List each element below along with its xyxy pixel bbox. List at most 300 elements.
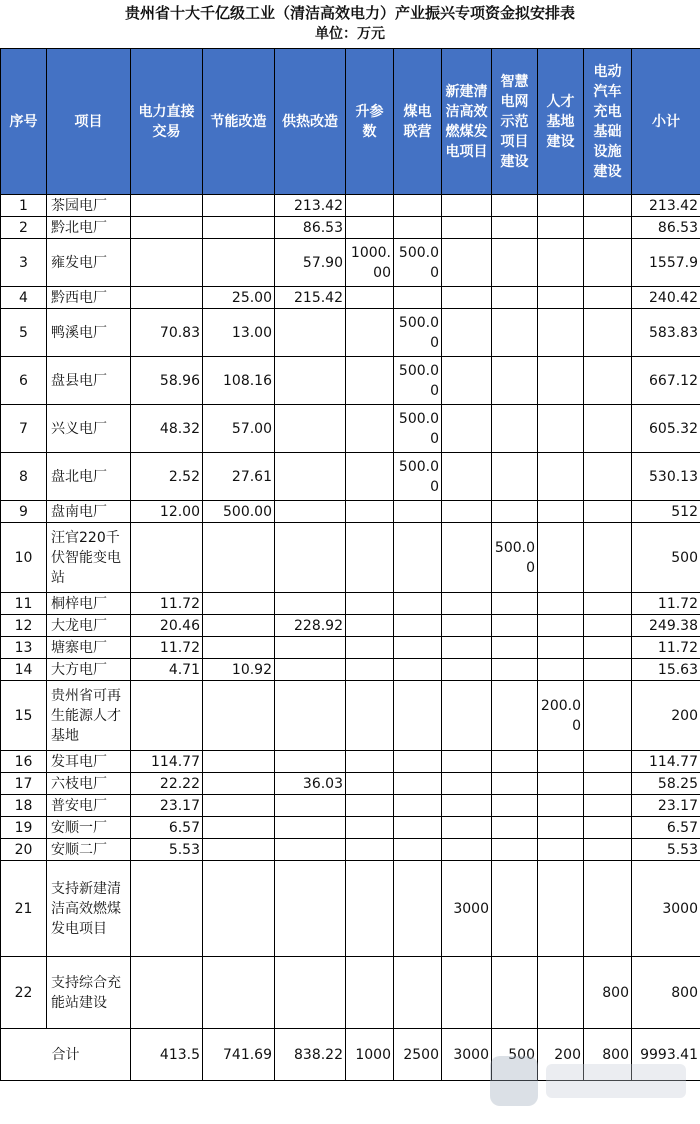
amount-cell	[203, 217, 275, 239]
amount-cell	[538, 839, 584, 861]
amount-cell	[346, 957, 394, 1029]
amount-cell: 215.42	[275, 287, 346, 309]
project-name: 桐梓电厂	[47, 593, 131, 615]
amount-cell	[394, 217, 442, 239]
project-name: 安顺一厂	[47, 817, 131, 839]
amount-cell	[584, 357, 632, 405]
amount-cell: 213.42	[632, 195, 700, 217]
amount-cell	[442, 309, 492, 357]
amount-cell	[584, 453, 632, 501]
amount-cell	[394, 839, 442, 861]
amount-cell	[442, 839, 492, 861]
amount-cell: 228.92	[275, 615, 346, 637]
col-header: 智慧电网示范项目建设	[492, 49, 538, 195]
amount-cell	[442, 217, 492, 239]
amount-cell	[492, 309, 538, 357]
total-cell: 3000	[442, 1029, 492, 1081]
table-row	[1, 615, 700, 637]
row-index: 21	[1, 861, 47, 957]
amount-cell	[492, 957, 538, 1029]
amount-cell	[584, 681, 632, 751]
amount-cell	[203, 523, 275, 593]
amount-cell	[275, 357, 346, 405]
table-title: 贵州省十大千亿级工业（清洁高效电力）产业振兴专项资金拟安排表	[124, 4, 575, 22]
project-name: 贵州省可再生能源人才基地	[47, 681, 131, 751]
amount-cell	[394, 593, 442, 615]
amount-cell	[442, 681, 492, 751]
amount-cell: 800	[584, 957, 632, 1029]
amount-cell	[442, 239, 492, 287]
amount-cell	[394, 501, 442, 523]
amount-cell	[492, 681, 538, 751]
amount-cell	[394, 195, 442, 217]
amount-cell	[584, 239, 632, 287]
amount-cell: 13.00	[203, 309, 275, 357]
amount-cell	[538, 453, 584, 501]
amount-cell	[442, 751, 492, 773]
amount-cell	[538, 287, 584, 309]
amount-cell: 58.96	[131, 357, 203, 405]
amount-cell	[492, 217, 538, 239]
amount-cell	[538, 817, 584, 839]
total-cell: 741.69	[203, 1029, 275, 1081]
amount-cell	[394, 957, 442, 1029]
amount-cell	[584, 751, 632, 773]
row-index: 7	[1, 405, 47, 453]
project-name: 汪官220千伏智能变电站	[47, 523, 131, 593]
amount-cell: 500.00	[394, 239, 442, 287]
amount-cell	[346, 839, 394, 861]
amount-cell	[492, 637, 538, 659]
table-row	[1, 217, 700, 239]
table-row	[1, 637, 700, 659]
amount-cell	[538, 861, 584, 957]
amount-cell	[492, 795, 538, 817]
amount-cell	[584, 523, 632, 593]
amount-cell	[275, 659, 346, 681]
amount-cell: 213.42	[275, 195, 346, 217]
amount-cell	[275, 309, 346, 357]
amount-cell	[203, 751, 275, 773]
row-index: 5	[1, 309, 47, 357]
amount-cell	[275, 501, 346, 523]
amount-cell: 500.00	[492, 523, 538, 593]
amount-cell: 5.53	[131, 839, 203, 861]
amount-cell: 22.22	[131, 773, 203, 795]
amount-cell: 240.42	[632, 287, 700, 309]
amount-cell	[275, 453, 346, 501]
project-name: 发耳电厂	[47, 751, 131, 773]
col-header: 人才基地建设	[538, 49, 584, 195]
amount-cell	[492, 195, 538, 217]
title-block	[0, 0, 700, 48]
amount-cell	[203, 773, 275, 795]
table-row	[1, 239, 700, 287]
amount-cell: 500.00	[394, 453, 442, 501]
amount-cell: 6.57	[632, 817, 700, 839]
amount-cell	[538, 593, 584, 615]
amount-cell: 500.00	[394, 309, 442, 357]
amount-cell	[538, 773, 584, 795]
project-name: 盘北电厂	[47, 453, 131, 501]
amount-cell: 23.17	[131, 795, 203, 817]
amount-cell	[394, 681, 442, 751]
table-row	[1, 453, 700, 501]
funding-table	[0, 48, 700, 1081]
row-index: 13	[1, 637, 47, 659]
amount-cell	[538, 309, 584, 357]
amount-cell	[538, 957, 584, 1029]
amount-cell	[538, 195, 584, 217]
amount-cell	[442, 195, 492, 217]
col-header: 节能改造	[203, 49, 275, 195]
col-header: 小计	[632, 49, 700, 195]
project-name: 鸭溪电厂	[47, 309, 131, 357]
amount-cell	[584, 773, 632, 795]
table-row	[1, 795, 700, 817]
total-cell: 800	[584, 1029, 632, 1081]
amount-cell	[346, 817, 394, 839]
amount-cell	[203, 817, 275, 839]
row-index: 17	[1, 773, 47, 795]
amount-cell	[346, 593, 394, 615]
amount-cell	[203, 681, 275, 751]
row-index: 18	[1, 795, 47, 817]
project-name: 兴义电厂	[47, 405, 131, 453]
project-name: 黔北电厂	[47, 217, 131, 239]
amount-cell	[346, 773, 394, 795]
amount-cell	[394, 773, 442, 795]
amount-cell: 114.77	[131, 751, 203, 773]
amount-cell	[492, 659, 538, 681]
row-index: 22	[1, 957, 47, 1029]
table-row	[1, 523, 700, 593]
amount-cell	[203, 637, 275, 659]
amount-cell	[442, 357, 492, 405]
row-index: 2	[1, 217, 47, 239]
project-name: 茶园电厂	[47, 195, 131, 217]
amount-cell	[203, 195, 275, 217]
amount-cell	[584, 501, 632, 523]
amount-cell: 11.72	[632, 593, 700, 615]
amount-cell	[442, 287, 492, 309]
amount-cell: 583.83	[632, 309, 700, 357]
amount-cell: 114.77	[632, 751, 700, 773]
amount-cell	[538, 795, 584, 817]
amount-cell	[584, 637, 632, 659]
amount-cell	[394, 659, 442, 681]
amount-cell	[131, 681, 203, 751]
amount-cell: 5.53	[632, 839, 700, 861]
amount-cell: 70.83	[131, 309, 203, 357]
amount-cell	[442, 795, 492, 817]
amount-cell	[346, 287, 394, 309]
total-cell: 413.5	[131, 1029, 203, 1081]
amount-cell	[584, 659, 632, 681]
amount-cell	[442, 453, 492, 501]
amount-cell: 530.13	[632, 453, 700, 501]
amount-cell	[584, 795, 632, 817]
project-name: 普安电厂	[47, 795, 131, 817]
amount-cell	[492, 357, 538, 405]
table-row	[1, 287, 700, 309]
amount-cell: 1557.9	[632, 239, 700, 287]
total-label: 合计	[1, 1029, 131, 1081]
amount-cell	[203, 239, 275, 287]
table-row	[1, 957, 700, 1029]
amount-cell: 57.90	[275, 239, 346, 287]
amount-cell	[492, 405, 538, 453]
amount-cell	[203, 957, 275, 1029]
row-index: 19	[1, 817, 47, 839]
amount-cell: 667.12	[632, 357, 700, 405]
amount-cell: 23.17	[632, 795, 700, 817]
amount-cell	[346, 659, 394, 681]
amount-cell	[584, 839, 632, 861]
amount-cell	[275, 637, 346, 659]
row-index: 10	[1, 523, 47, 593]
project-name: 六枝电厂	[47, 773, 131, 795]
amount-cell	[492, 287, 538, 309]
amount-cell	[275, 681, 346, 751]
amount-cell: 12.00	[131, 501, 203, 523]
amount-cell	[584, 593, 632, 615]
amount-cell: 500.00	[394, 357, 442, 405]
amount-cell	[492, 615, 538, 637]
amount-cell: 20.46	[131, 615, 203, 637]
amount-cell	[442, 637, 492, 659]
total-cell: 2500	[394, 1029, 442, 1081]
amount-cell: 800	[632, 957, 700, 1029]
col-header: 煤电联营	[394, 49, 442, 195]
amount-cell	[492, 453, 538, 501]
amount-cell	[442, 615, 492, 637]
amount-cell: 249.38	[632, 615, 700, 637]
amount-cell	[584, 615, 632, 637]
row-index: 11	[1, 593, 47, 615]
amount-cell	[584, 405, 632, 453]
amount-cell: 36.03	[275, 773, 346, 795]
table-row	[1, 309, 700, 357]
amount-cell	[492, 839, 538, 861]
unit-label: 单位：万元	[315, 26, 385, 42]
col-header: 供热改造	[275, 49, 346, 195]
amount-cell	[584, 817, 632, 839]
amount-cell	[492, 501, 538, 523]
amount-cell	[346, 453, 394, 501]
amount-cell	[346, 795, 394, 817]
amount-cell: 11.72	[131, 593, 203, 615]
project-name: 盘南电厂	[47, 501, 131, 523]
amount-cell	[394, 287, 442, 309]
amount-cell	[275, 861, 346, 957]
total-cell: 9993.41	[632, 1029, 700, 1081]
amount-cell	[442, 523, 492, 593]
header-row	[1, 49, 700, 195]
amount-cell	[203, 593, 275, 615]
project-name: 支持新建清洁高效燃煤发电项目	[47, 861, 131, 957]
col-header: 电动汽车充电基础设施建设	[584, 49, 632, 195]
amount-cell	[346, 501, 394, 523]
amount-cell	[442, 773, 492, 795]
amount-cell: 500	[632, 523, 700, 593]
amount-cell	[346, 861, 394, 957]
amount-cell	[131, 861, 203, 957]
amount-cell	[346, 195, 394, 217]
amount-cell: 57.00	[203, 405, 275, 453]
amount-cell	[584, 309, 632, 357]
row-index: 4	[1, 287, 47, 309]
amount-cell	[346, 405, 394, 453]
amount-cell	[538, 523, 584, 593]
amount-cell: 6.57	[131, 817, 203, 839]
project-name: 安顺二厂	[47, 839, 131, 861]
amount-cell	[538, 659, 584, 681]
amount-cell	[492, 239, 538, 287]
amount-cell	[346, 523, 394, 593]
amount-cell	[394, 861, 442, 957]
amount-cell: 3000	[632, 861, 700, 957]
table-row	[1, 861, 700, 957]
amount-cell	[394, 637, 442, 659]
amount-cell: 58.25	[632, 773, 700, 795]
amount-cell	[275, 957, 346, 1029]
amount-cell	[442, 405, 492, 453]
row-index: 14	[1, 659, 47, 681]
amount-cell	[346, 309, 394, 357]
table-row	[1, 839, 700, 861]
amount-cell: 2.52	[131, 453, 203, 501]
amount-cell	[203, 839, 275, 861]
amount-cell	[538, 751, 584, 773]
amount-cell	[131, 195, 203, 217]
col-header: 新建清洁高效燃煤发电项目	[442, 49, 492, 195]
amount-cell: 27.61	[203, 453, 275, 501]
row-index: 20	[1, 839, 47, 861]
watermark-logo	[486, 1050, 692, 1114]
amount-cell: 11.72	[131, 637, 203, 659]
amount-cell	[492, 773, 538, 795]
amount-cell: 86.53	[632, 217, 700, 239]
amount-cell: 4.71	[131, 659, 203, 681]
amount-cell	[346, 637, 394, 659]
amount-cell: 500.00	[394, 405, 442, 453]
amount-cell	[492, 861, 538, 957]
amount-cell	[538, 615, 584, 637]
amount-cell	[538, 405, 584, 453]
amount-cell	[394, 615, 442, 637]
table-row	[1, 405, 700, 453]
total-cell: 500	[492, 1029, 538, 1081]
project-name: 大方电厂	[47, 659, 131, 681]
amount-cell: 512	[632, 501, 700, 523]
amount-cell	[442, 659, 492, 681]
amount-cell	[492, 817, 538, 839]
amount-cell	[275, 751, 346, 773]
table-row	[1, 681, 700, 751]
amount-cell	[346, 681, 394, 751]
amount-cell	[346, 217, 394, 239]
amount-cell: 48.32	[131, 405, 203, 453]
amount-cell	[538, 239, 584, 287]
amount-cell	[203, 795, 275, 817]
amount-cell	[131, 957, 203, 1029]
row-index: 1	[1, 195, 47, 217]
amount-cell	[492, 751, 538, 773]
row-index: 15	[1, 681, 47, 751]
amount-cell	[584, 195, 632, 217]
table-row	[1, 659, 700, 681]
amount-cell: 11.72	[632, 637, 700, 659]
table-body	[1, 195, 700, 1081]
amount-cell	[442, 957, 492, 1029]
amount-cell	[584, 287, 632, 309]
amount-cell	[442, 593, 492, 615]
amount-cell	[394, 817, 442, 839]
amount-cell	[584, 861, 632, 957]
amount-cell	[275, 405, 346, 453]
amount-cell	[346, 357, 394, 405]
amount-cell: 500.00	[203, 501, 275, 523]
row-index: 16	[1, 751, 47, 773]
amount-cell: 1000.00	[346, 239, 394, 287]
amount-cell: 200.00	[538, 681, 584, 751]
amount-cell	[538, 357, 584, 405]
total-cell: 200	[538, 1029, 584, 1081]
amount-cell	[275, 795, 346, 817]
amount-cell: 605.32	[632, 405, 700, 453]
row-index: 3	[1, 239, 47, 287]
amount-cell	[394, 751, 442, 773]
amount-cell	[442, 817, 492, 839]
amount-cell	[346, 615, 394, 637]
project-name: 雍发电厂	[47, 239, 131, 287]
col-header: 项目	[47, 49, 131, 195]
total-cell: 838.22	[275, 1029, 346, 1081]
amount-cell	[538, 217, 584, 239]
amount-cell	[131, 287, 203, 309]
row-index: 9	[1, 501, 47, 523]
amount-cell	[538, 501, 584, 523]
project-name: 塘寨电厂	[47, 637, 131, 659]
amount-cell	[442, 501, 492, 523]
amount-cell	[275, 817, 346, 839]
amount-cell: 200	[632, 681, 700, 751]
project-name: 盘县电厂	[47, 357, 131, 405]
amount-cell	[584, 217, 632, 239]
project-name: 大龙电厂	[47, 615, 131, 637]
amount-cell	[275, 839, 346, 861]
project-name: 黔西电厂	[47, 287, 131, 309]
row-index: 6	[1, 357, 47, 405]
table-row	[1, 751, 700, 773]
amount-cell: 3000	[442, 861, 492, 957]
amount-cell	[394, 523, 442, 593]
row-index: 8	[1, 453, 47, 501]
amount-cell	[131, 217, 203, 239]
amount-cell	[131, 239, 203, 287]
table-row	[1, 817, 700, 839]
amount-cell: 108.16	[203, 357, 275, 405]
amount-cell	[275, 523, 346, 593]
amount-cell	[275, 593, 346, 615]
total-cell: 1000	[346, 1029, 394, 1081]
table-row	[1, 773, 700, 795]
col-header: 升参数	[346, 49, 394, 195]
amount-cell	[203, 861, 275, 957]
amount-cell	[492, 593, 538, 615]
amount-cell	[346, 751, 394, 773]
